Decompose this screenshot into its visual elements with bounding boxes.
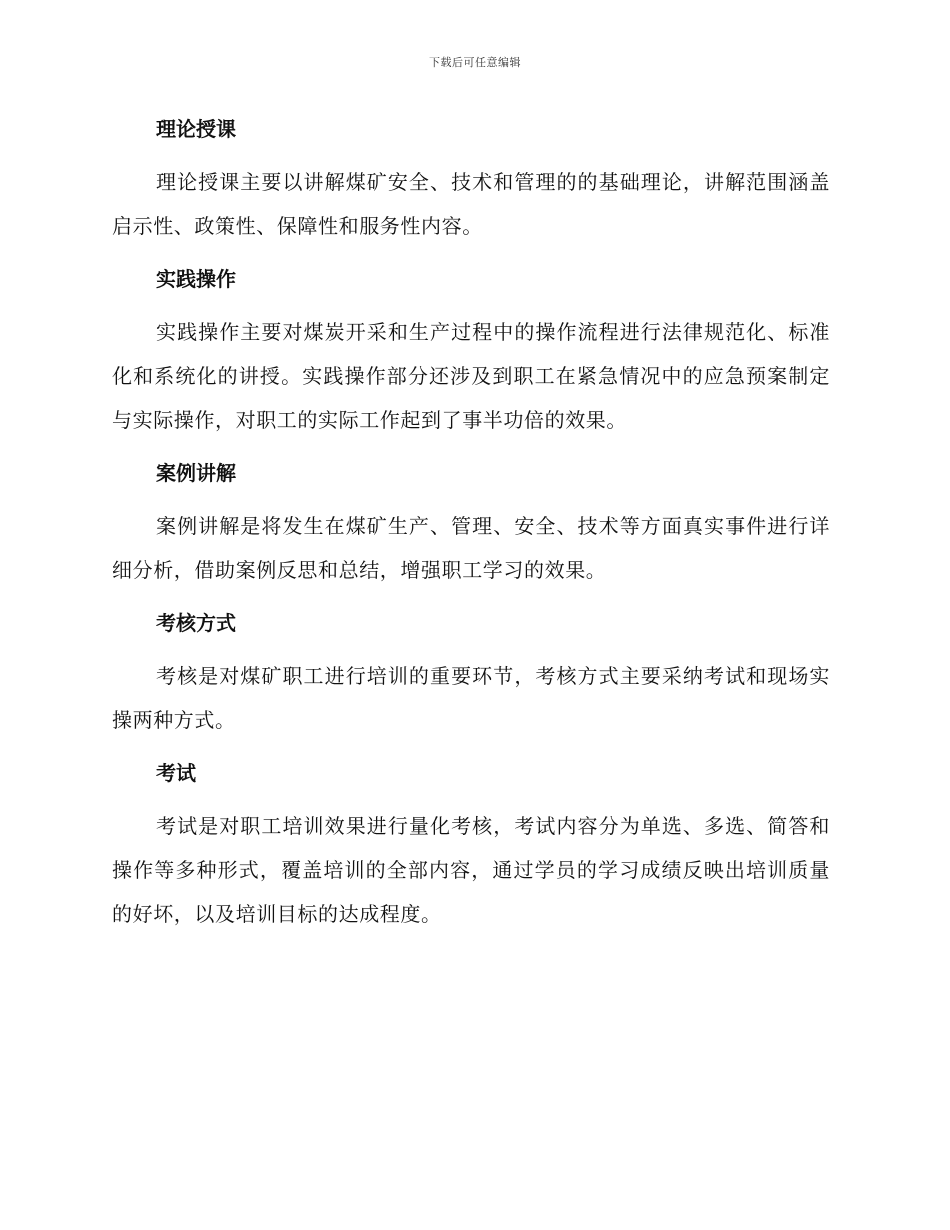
section-heading-exam: 考试 xyxy=(156,761,196,785)
section-paragraph-assessment: 考核是对煤矿职工进行培训的重要环节，考核方式主要采纳考试和现场实操两种方式。 xyxy=(112,664,830,732)
section-heading-theory: 理论授课 xyxy=(156,117,236,141)
section-heading-practice: 实践操作 xyxy=(156,267,236,291)
section-paragraph-exam: 考试是对职工培训效果进行量化考核，考试内容分为单选、多选、简答和操作等多种形式，覆盖培训的全部内容，通过学员的学习成绩反映出培训质量的好坏，以及培训目标的达成程度。 xyxy=(112,814,830,926)
section-paragraph-theory: 理论授课主要以讲解煤矿安全、技术和管理的的基础理论，讲解范围涵盖启示性、政策性、保障性和服务性内容。 xyxy=(112,170,830,238)
section-heading-assessment: 考核方式 xyxy=(156,611,236,635)
section-heading-case-study: 案例讲解 xyxy=(156,461,236,485)
page-header: 下载后可任意编辑 xyxy=(429,56,521,69)
section-paragraph-practice: 实践操作主要对煤炭开采和生产过程中的操作流程进行法律规范化、标准化和系统化的讲授。实践操作部分还涉及到职工在紧急情况中的应急预案制定与实际操作，对职工的实际工作起到了事半功倍的效果。 xyxy=(112,320,830,432)
document-body xyxy=(112,112,830,950)
section-paragraph-case-study: 案例讲解是将发生在煤矿生产、管理、安全、技术等方面真实事件进行详细分析，借助案例反思和总结，增强职工学习的效果。 xyxy=(112,514,830,582)
